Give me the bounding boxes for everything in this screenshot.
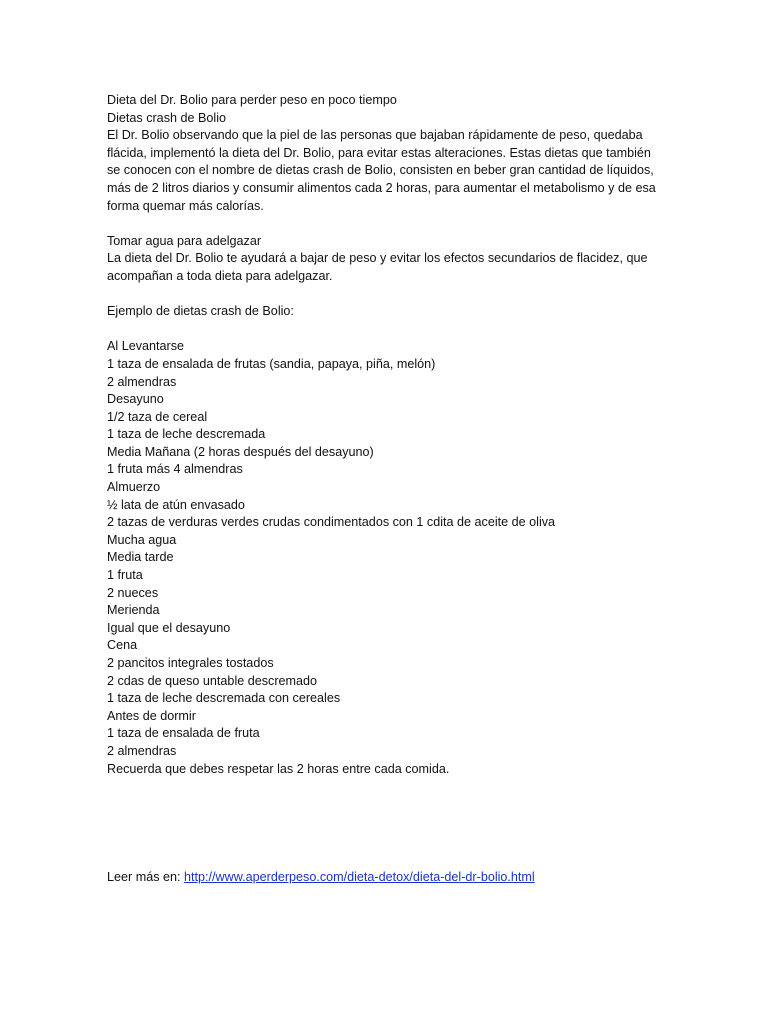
- source-link[interactable]: http://www.aperderpeso.com/dieta-detox/dieta-del-dr-bolio.html: [184, 870, 535, 884]
- document-title: Dieta del Dr. Bolio para perder peso en poco tiempo: [107, 93, 397, 107]
- section-heading: Tomar agua para adelgazar: [107, 233, 262, 248]
- example-heading: Ejemplo de dietas crash de Bolio:: [107, 304, 294, 319]
- menu-line: 2 pancitos integrales tostados: [107, 656, 274, 670]
- menu-line: 1 taza de ensalada de fruta: [107, 726, 260, 741]
- menu-line: Almuerzo: [107, 480, 161, 495]
- menu-line: 1 taza de ensalada de frutas (sandia, papaya, piña, melón): [107, 356, 436, 371]
- menu-line: Antes de dormir: [107, 708, 196, 723]
- menu-line: 2 almendras: [107, 374, 177, 389]
- menu-line: 1 taza de leche descremada: [107, 427, 266, 442]
- menu-line: 1 fruta: [107, 568, 143, 583]
- menu-line: Mucha agua: [107, 532, 177, 547]
- intro-line: El Dr. Bolio observando que la piel de las personas que bajaban rápidamente de peso, quedaba: [107, 128, 643, 143]
- menu-line: Media tarde: [107, 550, 174, 565]
- read-more-label: Leer más en:: [107, 870, 185, 884]
- menu-line: 1 taza de leche descremada con cereales: [107, 691, 341, 706]
- menu-line: Al Levantarse: [107, 339, 185, 354]
- intro-line: se conocen con el nombre de dietas crash de Bolio, consisten en beber gran cantidad de líquidos,: [107, 163, 654, 178]
- document-subtitle: Dietas crash de Bolio: [107, 110, 227, 125]
- menu-line: 2 almendras: [107, 743, 177, 758]
- intro-line: más de 2 litros diarios y consumir alimentos cada 2 horas, para aumentar el metabolismo y de esa: [107, 180, 656, 195]
- intro-line: forma quemar más calorías.: [107, 198, 264, 213]
- section-line: acompañan a toda dieta para adelgazar.: [107, 268, 333, 283]
- menu-line: ½ lata de atún envasado: [107, 497, 245, 512]
- paragraph-spacer: [107, 215, 667, 233]
- read-more-footer: [107, 869, 535, 887]
- menu-line: 2 tazas de verduras verdes crudas condimentados con 1 cdita de aceite de oliva: [107, 515, 556, 530]
- menu-line: Cena: [107, 638, 138, 653]
- menu-line: Merienda: [107, 603, 160, 618]
- menu-line: Media Mañana (2 horas después del desayuno): [107, 444, 374, 459]
- menu-line: Desayuno: [107, 392, 164, 407]
- menu-line: 2 cdas de queso untable descremado: [107, 673, 318, 688]
- menu-line: 1/2 taza de cereal: [107, 409, 208, 424]
- section-line: La dieta del Dr. Bolio te ayudará a bajar de peso y evitar los efectos secundarios de flacidez, que: [107, 251, 648, 266]
- menu-line: 2 nueces: [107, 585, 159, 600]
- menu-line: Recuerda que debes respetar las 2 horas entre cada comida.: [107, 761, 450, 776]
- menu-line: 1 fruta más 4 almendras: [107, 462, 243, 477]
- intro-line: flácida, implementó la dieta del Dr. Bolio, para evitar estas alteraciones. Estas dietas que también: [107, 145, 651, 160]
- paragraph-spacer: [107, 321, 667, 339]
- document-body: [107, 92, 667, 778]
- paragraph-spacer: [107, 286, 667, 304]
- menu-line: Igual que el desayuno: [107, 620, 231, 635]
